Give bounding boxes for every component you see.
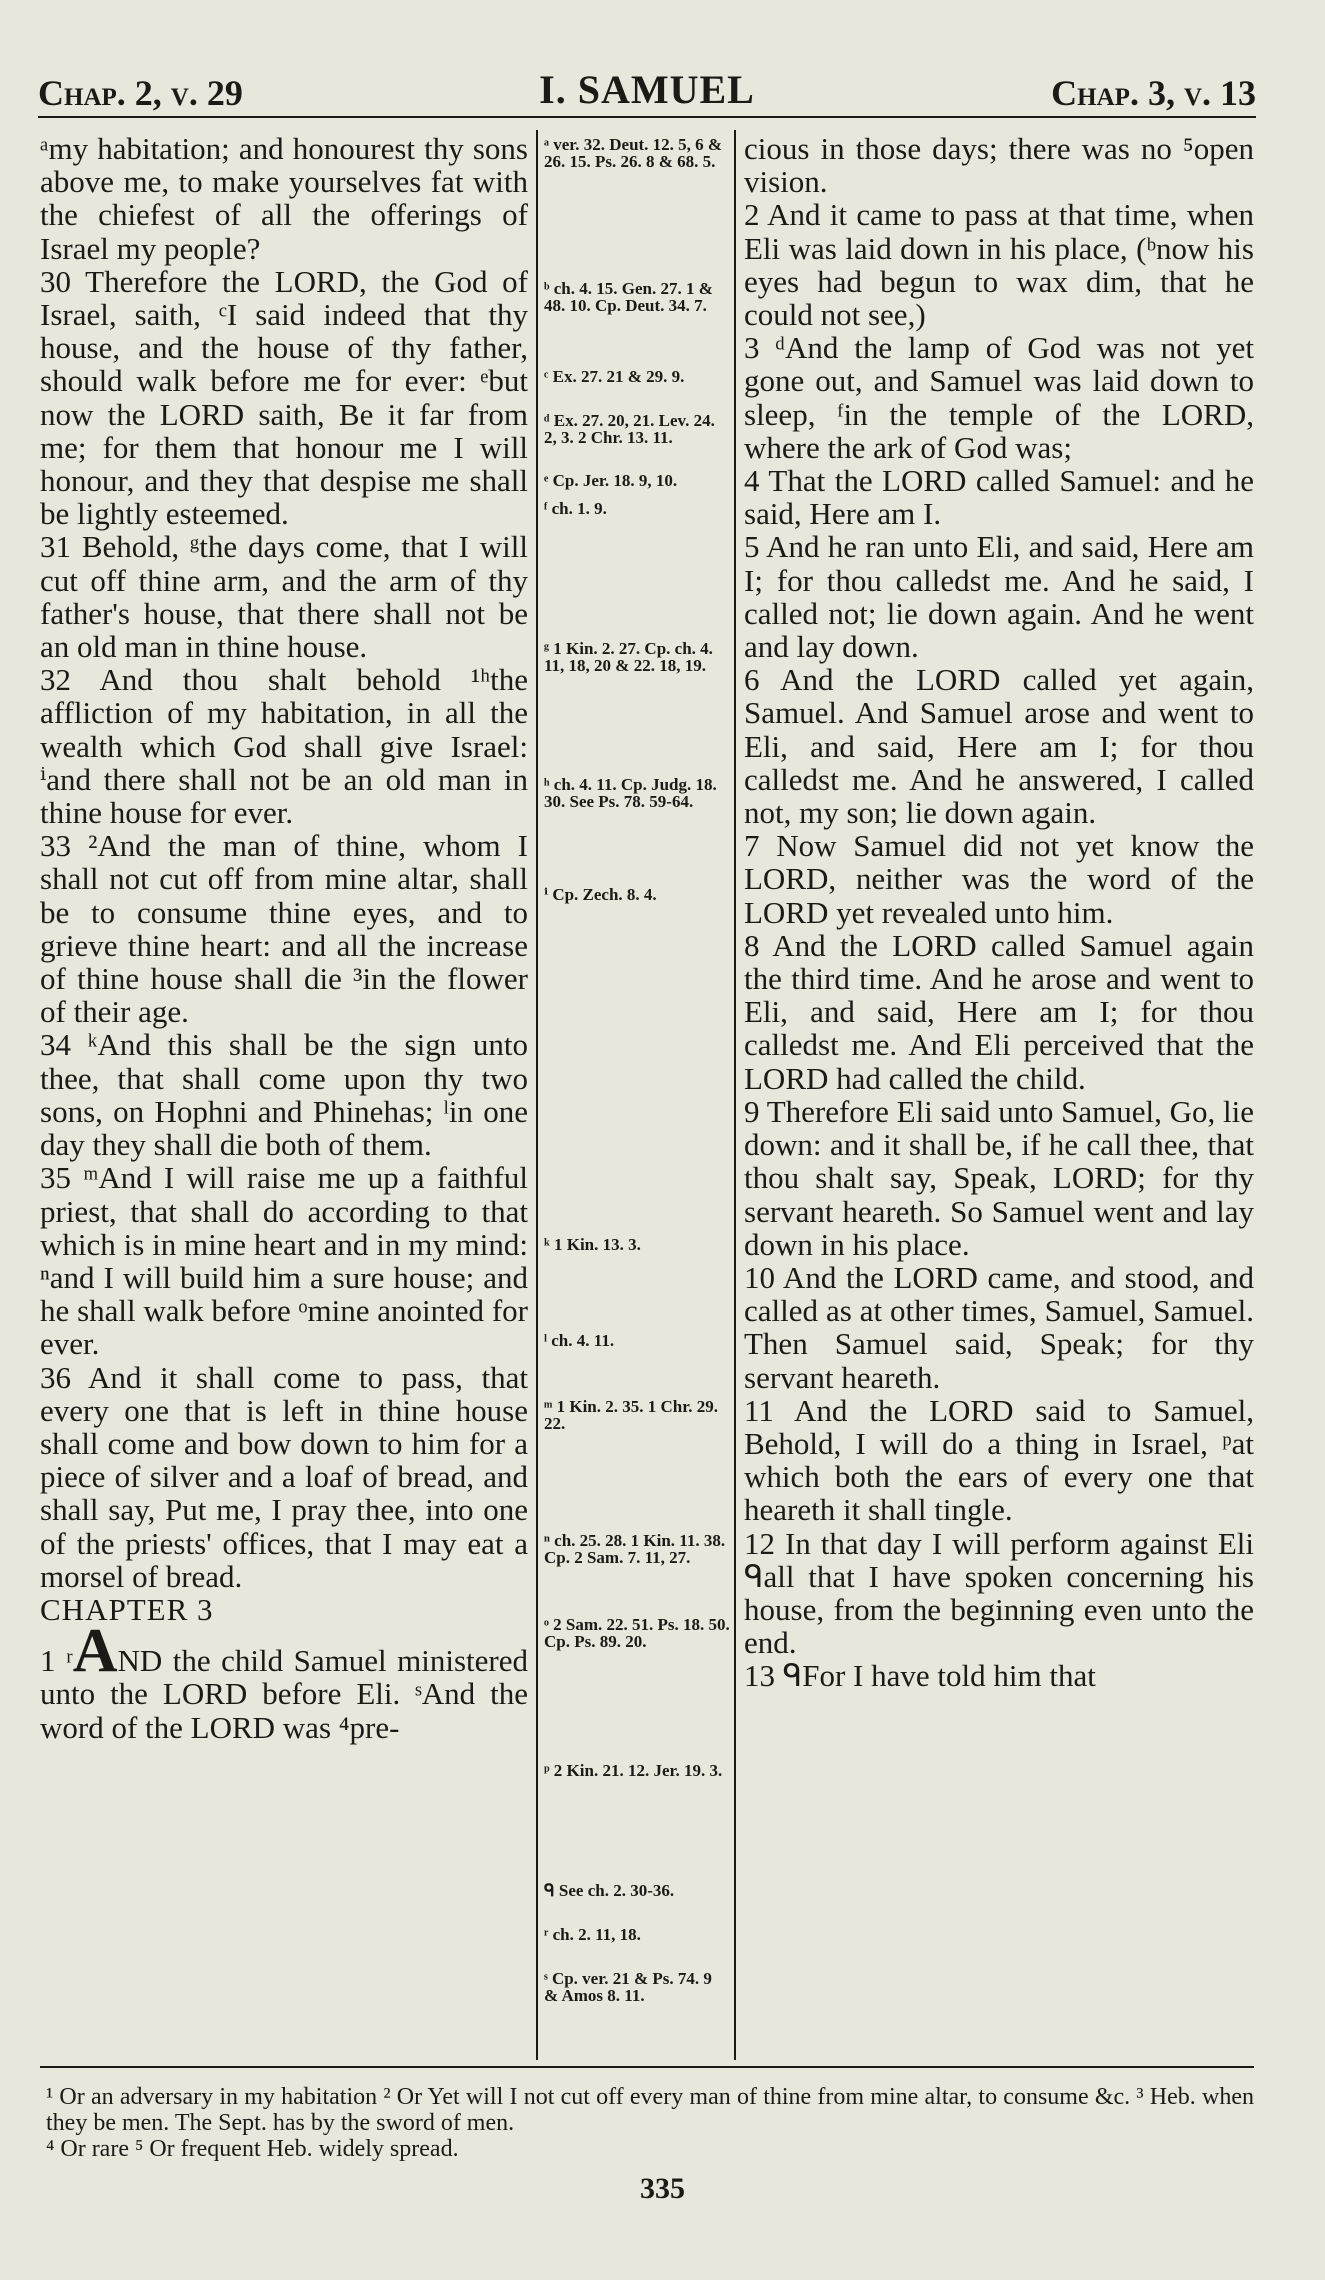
verse-paragraph: 2 And it came to pass at that time, when Eli was laid down in his place, (ᵇnow his eyes had begun to wax dim, that he could not see,) [744,197,1254,333]
verse-paragraph: 5 And he ran unto Eli, and said, Here am I; for thou calledst me. And he said, I called not; lie down again. And he went and lay down. [744,529,1254,665]
header-rule [38,116,1256,118]
cross-ref: ᵈ Ex. 27. 20, 21. Lev. 24. 2, 3. 2 Chr. 13. 11. [544,411,715,447]
column-divider [536,130,538,2060]
verse-paragraph: 4 That the LORD called Samuel: and he said, Here am I. [744,463,1254,532]
header-right: Chap. 3, v. 13 [1051,73,1256,113]
verse-paragraph: 13 ᑫFor I have told him that [744,1658,1096,1694]
cross-ref: ᵍ 1 Kin. 2. 27. Cp. ch. 4. 11, 18, 20 & 22. 18, 19. [544,639,713,675]
verse-paragraph: 7 Now Samuel did not yet know the LORD, neither was the word of the LORD yet revealed unto him. [744,828,1254,930]
cross-ref: ⁱ Cp. Zech. 8. 4. [544,885,657,904]
cross-ref: ˡ ch. 4. 11. [544,1331,615,1350]
verse-paragraph: ᵃmy habitation; and honourest thy sons above me, to make yourselves fat with the chiefest of all the offerings of Israel my people? [40,131,528,266]
cross-ref: ⁿ ch. 25. 28. 1 Kin. 11. 38. Cp. 2 Sam. 7. 11, 27. [544,1531,726,1567]
cross-ref: ᵐ 1 Kin. 2. 35. 1 Chr. 29. 22. [544,1397,718,1433]
chapter-first-verse [40,1617,528,1745]
cross-ref: ᵇ ch. 4. 15. Gen. 27. 1 & 48. 10. Cp. Deut. 34. 7. [544,279,713,315]
footnotes [46,2084,1254,2162]
verse-paragraph: 9 Therefore Eli said unto Samuel, Go, lie down: and it shall be, if he call thee, that thou shalt say, Speak, LORD; for thy servant heareth. So Samuel went and lay down in his place. [744,1093,1254,1262]
verse-paragraph: 8 And the LORD called Samuel again the third time. And he arose and went to Eli, and said, Here am I; for thou calledst me. And Eli perceived that the LORD had called the child. [744,927,1254,1096]
verse-paragraph: 33 ²And the man of thine, whom I shall not cut off from mine altar, shall be to consume thine eyes, and to grieve thine heart: and all the increase of thine house shall die ³in the flower of their age. [40,828,528,1030]
cross-ref: ᵖ 2 Kin. 21. 12. Jer. 19. 3. [544,1761,723,1780]
cross-ref: ᵏ 1 Kin. 13. 3. [544,1235,641,1254]
verse-paragraph: cious in those days; there was no ⁵open vision. [744,131,1254,200]
verse-paragraph: 11 And the LORD said to Samuel, Behold, I will do a thing in Israel, ᵖat which both the ears of every one that heareth it shall tingle. [744,1392,1254,1528]
verse-text: ND the child Samuel ministered unto the LORD before Eli. ˢAnd the word of the LORD was ⁴pre- [40,1643,528,1745]
verse-paragraph: 30 Therefore the LORD, the God of Israel, saith, ᶜI said indeed that thy house, and the house of thy father, should walk before me for ever: ᵉbut now the LORD saith, Be it far from me; for them that honour me I will honour, and they that despise me shall be lightly esteemed. [40,263,528,532]
verse-paragraph: 32 And thou shalt behold ¹ʰthe affliction of my habitation, in all the wealth which God shall give Israel: ⁱand there shall not be an old man in thine house for ever. [40,662,528,831]
cross-ref: ʳ ch. 2. 11, 18. [544,1925,641,1944]
verse-paragraph: 34 ᵏAnd this shall be the sign unto thee, that shall come upon thy two sons, on Hophni and Phinehas; ˡin one day they shall die both of them. [40,1027,528,1163]
verse-number: 1 [40,1643,56,1679]
header-left: Chap. 2, v. 29 [38,73,243,113]
cross-ref: ˢ Cp. ver. 21 & Ps. 74. 9 & Amos 8. 11. [544,1969,712,2005]
page-number: 335 [640,2172,685,2205]
cross-ref: ᑫ See ch. 2. 30-36. [544,1881,675,1900]
footnote-rule [40,2066,1254,2068]
footnote-line: ⁴ Or rare ⁵ Or frequent Heb. widely spread. [46,2136,459,2162]
ref-marker: ʳ [66,1643,73,1679]
book-title: I. SAMUEL [539,67,755,112]
right-text-column [744,132,1254,1693]
verse-paragraph: 3 ᵈAnd the lamp of God was not yet gone out, and Samuel was laid down to sleep, ᶠin the temple of the LORD, where the ark of God was; [744,330,1254,465]
verse-paragraph: 6 And the LORD called yet again, Samuel. And Samuel arose and went to Eli, and said, Here am I; for thou calledst me. And he answered, I called not, my son; lie down again. [744,662,1254,831]
column-divider [734,130,736,2060]
cross-ref: ᶠ ch. 1. 9. [544,499,607,518]
left-text-column [40,132,528,1744]
cross-ref: ʰ ch. 4. 11. Cp. Judg. 18. 30. See Ps. 78. 59-64. [544,775,717,811]
verse-paragraph: 35 ᵐAnd I will raise me up a faithful priest, that shall do according to that which is in mine heart and in my mind: ⁿand I will build him a sure house; and he shall walk before ᵒmine anointed for ever. [40,1160,528,1362]
footnote-line: ¹ Or an adversary in my habitation ² Or Yet will I not cut off every man of thine from mine altar, to consume &c. ³ Heb. when they be men. The Sept. has by the sword of men. [46,2084,1254,2136]
cross-ref: ᵉ Cp. Jer. 18. 9, 10. [544,471,678,490]
cross-ref: ᵒ 2 Sam. 22. 51. Ps. 18. 50. Cp. Ps. 89. 20. [544,1615,730,1651]
verse-paragraph: 36 And it shall come to pass, that every one that is left in thine house shall come and bow down to him for a piece of silver and a loaf of bread, and shall say, Put me, I pray thee, into one of the priests' offices, that I may eat a morsel of bread. [40,1359,528,1594]
verse-paragraph: 10 And the LORD came, and stood, and called as at other times, Samuel, Samuel. Then Samuel said, Speak; for thy servant heareth. [744,1259,1254,1395]
cross-ref: ᶜ Ex. 27. 21 & 29. 9. [544,367,685,386]
chapter-heading: CHAPTER 3 [40,1591,214,1627]
cross-ref: ᵃ ver. 32. Deut. 12. 5, 6 & 26. 15. Ps. 26. 8 & 68. 5. [544,135,723,171]
verse-paragraph: 12 In that day I will perform against Eli ᑫall that I have spoken concerning his house, from the beginning even unto the end. [744,1525,1254,1661]
drop-cap: A [72,1617,118,1686]
verse-paragraph: 31 Behold, ᵍthe days come, that I will cut off thine arm, and the arm of thy father's house, that there shall not be an old man in thine house. [40,529,528,665]
